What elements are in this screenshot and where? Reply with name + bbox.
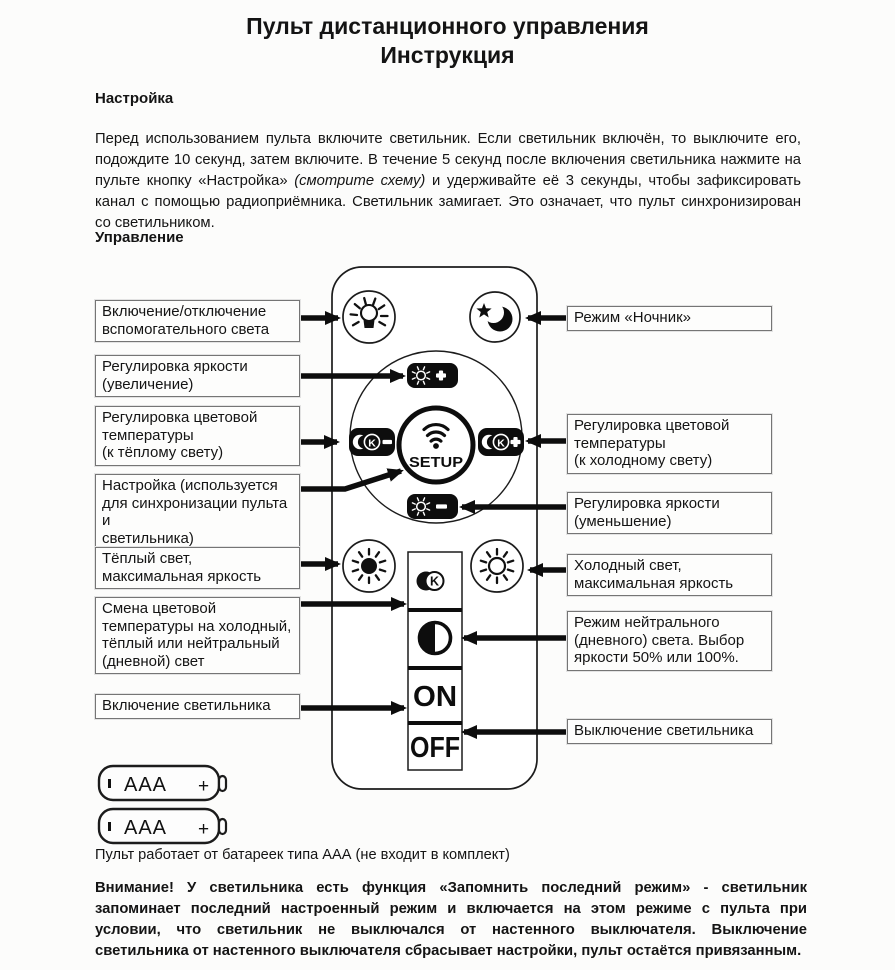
callout-aux-light: Включение/отключение вспомогательного света (95, 300, 300, 342)
callout-cold-temp: Регулировка цветовой температуры (к холодному свету) (567, 414, 772, 474)
battery-minus-mark (108, 822, 111, 831)
battery-label: AAA (124, 774, 168, 796)
svg-text:SETUP: SETUP (409, 454, 463, 471)
callout-neutral-mode: Режим нейтрального (дневного) света. Выбор яркости 50% или 100%. (567, 611, 772, 671)
battery-label: AAA (124, 817, 168, 839)
aux-light-button (343, 291, 395, 343)
control-heading: Управление (95, 229, 184, 246)
warning-paragraph: Внимание! У светильника есть функция «Запомнить последний режим» - светильник запоминает последний настроенный режим и включается на этом режиме с пульта при условии, что светильник не выключался от настенного выключателя. Выключение светильника от настенного выключателя сбрасывает настройки, пульт остаётся привязанным. (95, 880, 807, 959)
setup-heading: Настройка (95, 90, 174, 107)
svg-text:K: K (429, 574, 440, 589)
battery-1 (99, 766, 226, 800)
warm-max-button (343, 540, 395, 592)
svg-text:K: K (497, 437, 505, 450)
svg-text:K: K (368, 437, 376, 450)
battery-plus-mark: + (198, 776, 210, 797)
battery-minus-mark (108, 779, 111, 788)
setup-text-italic: (смотрите схему) (294, 173, 426, 189)
setup-text-after: и удерживайте её 3 секунды, чтобы зафиксировать канал с помощью радиоприёмника. Светильник замигает. Это означает, что пульт синхронизирован со светильником. (95, 173, 801, 231)
callout-setup: Настройка (используется для синхронизации пульта и светильника) (95, 474, 300, 551)
callout-brightness-up: Регулировка яркости (увеличение) (95, 355, 300, 397)
page-title-line1: Пульт дистанционного управления (246, 13, 649, 39)
callout-brightness-down: Регулировка яркости (уменьшение) (567, 492, 772, 534)
sun-filled-icon (361, 558, 377, 574)
callout-cold-max: Холодный свет, максимальная яркость (567, 554, 772, 596)
color-temp-warm-button (349, 428, 395, 456)
callout-warm-temp: Регулировка цветовой температуры (к тёплому свету) (95, 406, 300, 466)
night-mode-button (470, 292, 520, 342)
button-strip (408, 552, 462, 770)
callout-cct-cycle: Смена цветовой температуры на холодный, тёплый или нейтральный (дневной) свет (95, 597, 300, 674)
callout-night-mode: Режим «Ночник» (567, 306, 772, 331)
page-title-line2: Инструкция (380, 42, 515, 68)
battery-caption: Пульт работает от батареек типа ААА (не входит в комплект) (95, 847, 510, 863)
off-button: OFF (410, 732, 460, 764)
callout-warm-max: Тёплый свет, максимальная яркость (95, 547, 300, 589)
brightness-up-button (407, 363, 458, 388)
color-temp-cold-button (478, 428, 524, 456)
cold-max-button (471, 540, 523, 592)
neutral-mode-button (420, 623, 451, 654)
cct-cycle-button (417, 572, 444, 591)
setup-text-before: Перед использованием пульта включите светильник. Если светильник включён, то выключите его, подождите 10 секунд, затем включите. В течение 5 секунд после включения светильника нажмите на пульте кнопку «Настройка» (95, 131, 801, 189)
setup-button (399, 408, 473, 482)
callout-off: Выключение светильника (567, 719, 772, 744)
on-button: ON (413, 681, 457, 713)
callout-on: Включение светильника (95, 694, 300, 719)
battery-2 (99, 809, 226, 843)
brightness-down-button (407, 494, 458, 519)
battery-plus-mark: + (198, 819, 210, 840)
